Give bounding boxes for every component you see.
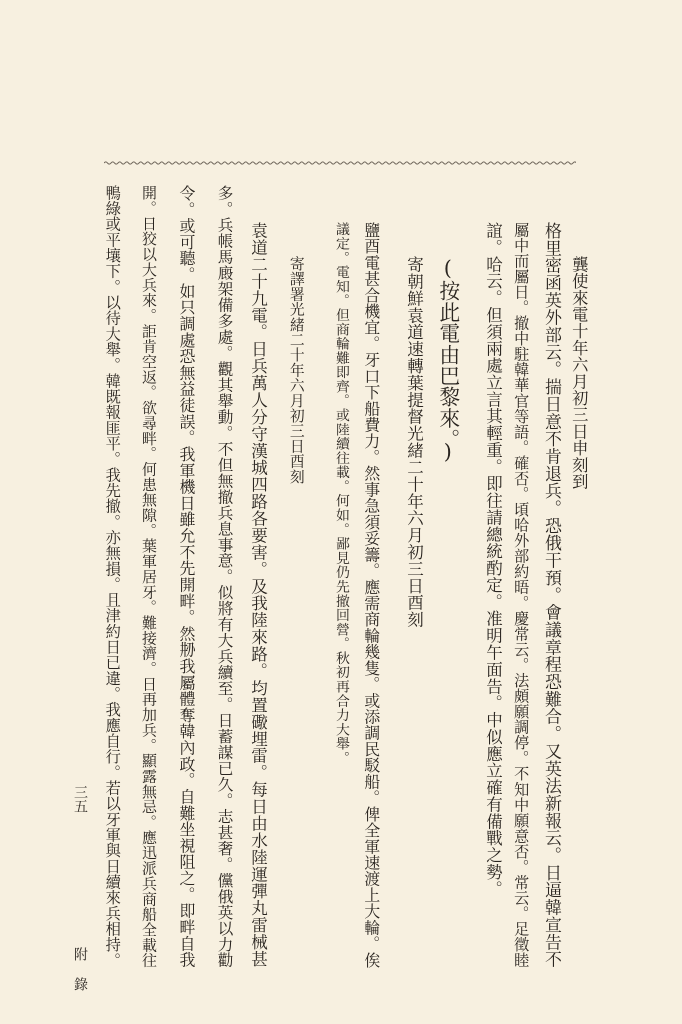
text-column: 議定。電知。但商輪難即齊。或陸續往載。何如。鄙見仍先撤回營。秋初再合力大舉。: [332, 222, 349, 766]
text-column: 誼。哈云。但須兩處立言其輕重。即往請總統酌定。准明午面告。中似應立確有備戰之勢。: [483, 222, 503, 898]
text-column: 開。日狡以大兵來。詎肯空返。欲尋畔。何患無隙。葉軍居牙。難接濟。日再加兵。顯露無忌。應迅派兵商船全載往: [139, 185, 158, 968]
text-column: 屬中而屬日。撤中駐韓華官等語。確否。頃哈外部約晤。慶常云。法頗願調停。不知中願意否。常云。足徵睦: [512, 222, 531, 968]
text-column: 多。兵帳馬廄架備多處。觀其舉動。不但無撤兵息事意。似將有大兵續至。日蓄謀已久。志甚奢。儻俄英以力勸: [215, 185, 234, 969]
telegram-title-yishu: 寄譯署光緒二十年六月初三日酉刻: [287, 256, 305, 484]
text-column: 格里密函英外部云。揣日意不肯退兵。恐俄干預。會議章程恐難合。又英法新報云。日逼韓宣告不: [541, 222, 562, 969]
wavy-divider: [104, 158, 576, 168]
telegram-title-korea: 寄朝鮮袁道速轉葉提督光緒二十年六月初三日酉刻: [404, 256, 424, 629]
text-column: 鴨綠或平壤下。以待大舉。韓既報匪平。我先撤。亦無損。且津約日已違。我應自行。若以牙軍與日續來兵相持。: [103, 185, 122, 968]
text-column: 鹽酉電甚合機宜。牙口下船費力。然事急須妥籌。應需商輪幾隻。或添調民駁船。俾全軍速渡上大輪。俟: [361, 222, 381, 969]
text-column: 令。或可聽。如只調處恐無益徒誤。我軍機日雖允不先開畔。然刱我屬體奪韓內政。自難坐視阻之。即畔自我: [176, 185, 196, 968]
telegram-title-gong: 龔使來電十年六月初三日申刻到: [569, 256, 589, 490]
text-column: 袁道二十九電。日兵萬人分守漢城四路各要害。及我陸來路。均置礮埋雷。每日由水陸運彈丸雷械甚: [248, 222, 268, 968]
page-number: 三五: [72, 785, 88, 813]
editor-note: (按此電由巴黎來。): [435, 256, 460, 464]
folio-section-label: 附 錄: [72, 947, 88, 991]
